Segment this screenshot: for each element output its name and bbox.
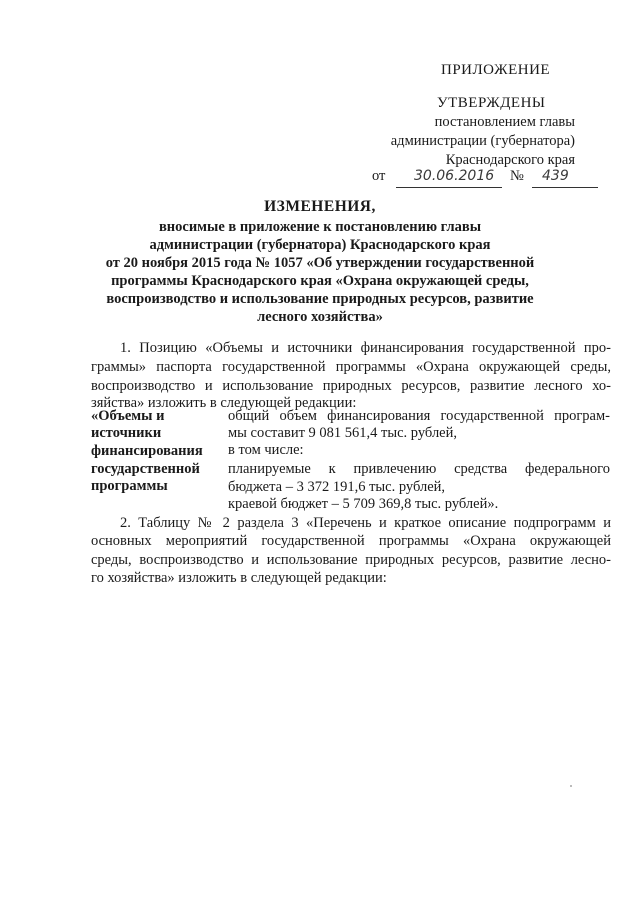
document-title: ИЗМЕНЕНИЯ,: [264, 198, 376, 215]
scan-speck: [570, 785, 572, 787]
funding-label-line: источники: [91, 425, 162, 441]
title-line: администрации (губернатора) Краснодарского края: [149, 237, 491, 253]
funding-label-line: государственной: [91, 461, 200, 477]
approval-line: Краснодарского края: [445, 152, 575, 168]
approved-label: УТВЕРЖДЕНЫ: [437, 95, 546, 111]
title-line: вносимые в приложение к постановлению главы: [158, 219, 482, 235]
funding-value-line: бюджета – 3 372 191,6 тыс. рублей,: [228, 479, 446, 495]
handwritten-date: 30.06.2016: [414, 168, 495, 184]
funding-value-line: планируемые к привлечению средства федерального: [228, 461, 610, 477]
paragraph1-line: зяйства» изложить в следующей редакции:: [91, 395, 357, 411]
funding-value-line: мы составит 9 081 561,4 тыс. рублей,: [228, 425, 457, 441]
number-field: [532, 170, 598, 188]
funding-value-line: общий объем финансирования государственной програм-: [228, 408, 610, 424]
date-field: [396, 170, 502, 188]
appendix-label: ПРИЛОЖЕНИЕ: [441, 62, 551, 78]
funding-label-line: финансирования: [91, 443, 203, 459]
funding-value-line: краевой бюджет – 5 709 369,8 тыс. рублей».: [228, 496, 499, 512]
title-line: лесного хозяйства»: [257, 309, 383, 325]
funding-value-line: в том числе:: [228, 442, 304, 458]
funding-label-line: «Объемы и: [91, 408, 165, 424]
paragraph2-line: основных мероприятий государственной программы «Охрана окружающей: [91, 533, 611, 549]
approval-line: администрации (губернатора): [390, 133, 575, 149]
title-line: воспроизводство и использование природных ресурсов, развитие: [106, 291, 534, 307]
paragraph2-line: 2. Таблицу № 2 раздела 3 «Перечень и краткое описание подпрограмм и: [120, 515, 611, 531]
approval-line: постановлением главы: [434, 114, 575, 130]
paragraph1-line: граммы» паспорта государственной программы «Охрана окружающей среды,: [91, 359, 611, 375]
paragraph2-line: среды, воспроизводство и использование природных ресурсов, развитие лесно-: [91, 552, 611, 568]
paragraph1-line: 1. Позицию «Объемы и источники финансирования государственной про-: [120, 340, 611, 356]
funding-label-line: программы: [91, 478, 168, 494]
from-label: от: [372, 168, 386, 184]
title-line: от 20 ноября 2015 года № 1057 «Об утверждении государственной: [105, 255, 535, 271]
title-line: программы Краснодарского края «Охрана окружающей среды,: [111, 273, 529, 289]
handwritten-number: 439: [542, 168, 569, 184]
paragraph1-line: воспроизводство и использование природных ресурсов, развитие лесного хо-: [91, 378, 611, 394]
number-label: №: [510, 168, 524, 184]
paragraph2-line: го хозяйства» изложить в следующей редакции:: [91, 570, 387, 586]
